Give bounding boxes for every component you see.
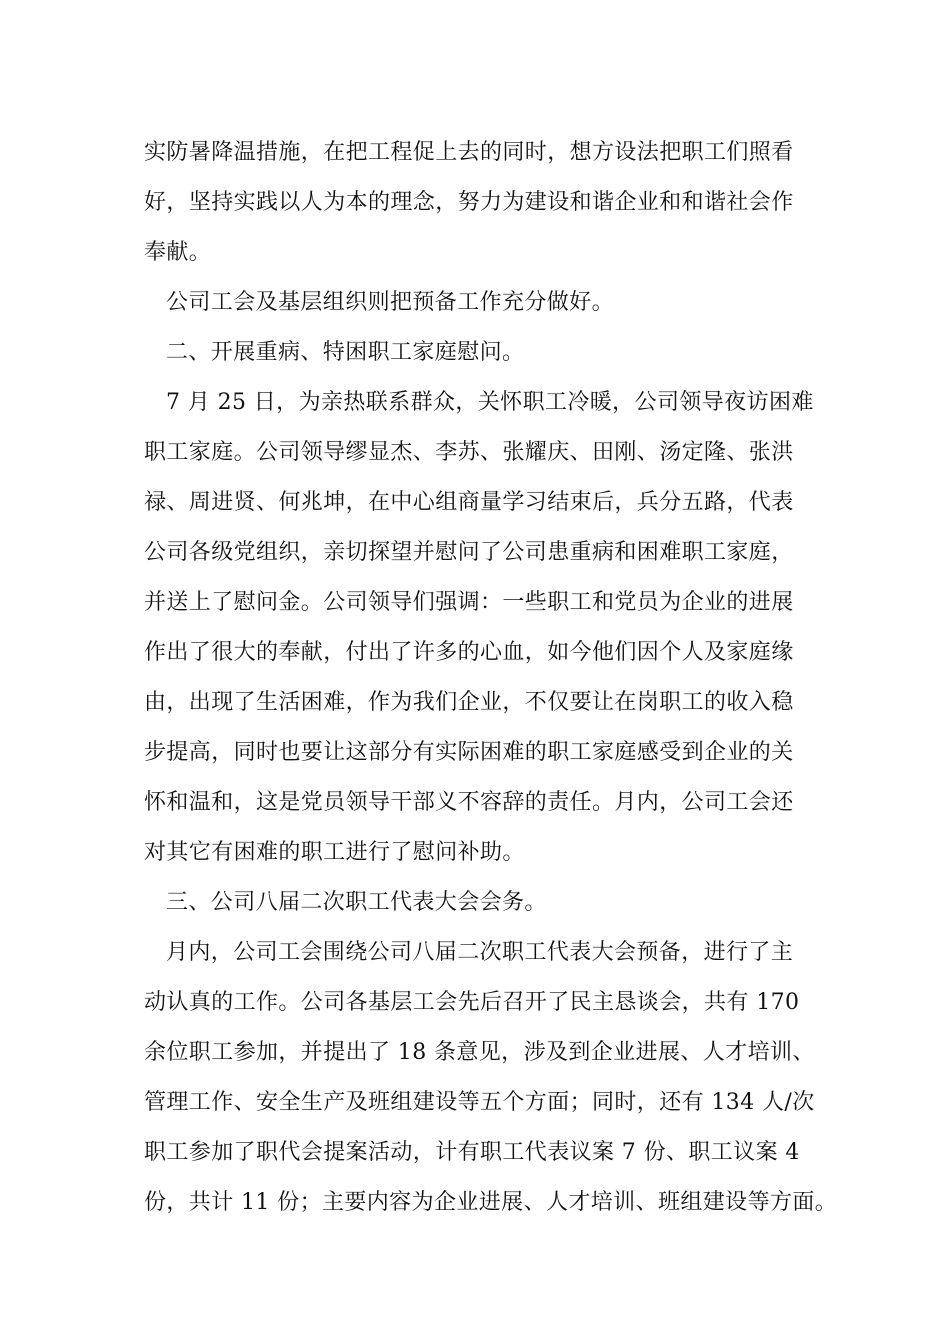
paragraph-line: 7 月 25 日，为亲热联系群众，关怀职工冷暖，公司领导夜访困难: [166, 390, 814, 415]
text-line: 好，坚持实践以人为本的理念，努力为建设和谐企业和和谐社会作: [144, 190, 794, 215]
text-line: 实防暑降温措施，在把工程促上去的同时，想方设法把职工们照看: [144, 140, 794, 165]
text-line: 职工家庭。公司领导缪显杰、李苏、张耀庆、田刚、汤定隆、张洪: [144, 440, 794, 465]
document-body: [144, 128, 838, 1228]
text-line: 作出了很大的奉献，付出了许多的心血，如今他们因个人及家庭缘: [144, 640, 794, 665]
text-line: 对其它有困难的职工进行了慰问补助。: [144, 840, 525, 865]
text-line: 怀和温和，这是党员领导干部义不容辞的责任。月内，公司工会还: [144, 790, 794, 815]
section-heading: 二、开展重病、特困职工家庭慰问。: [166, 340, 525, 365]
text-line: 公司各级党组织，亲切探望并慰问了公司患重病和困难职工家庭，: [144, 540, 794, 565]
text-line: 管理工作、安全生产及班组建设等五个方面；同时，还有 134 人/次: [144, 1090, 815, 1115]
paragraph-line: 月内，公司工会围绕公司八届二次职工代表大会预备，进行了主: [166, 940, 794, 965]
text-line: 步提高，同时也要让这部分有实际困难的职工家庭感受到企业的关: [144, 740, 794, 765]
text-line: 禄、周进贤、何兆坤，在中心组商量学习结束后，兵分五路，代表: [144, 490, 794, 515]
paragraph-line: 公司工会及基层组织则把预备工作充分做好。: [166, 290, 615, 315]
text-line: 奉献。: [144, 240, 212, 265]
text-line: 余位职工参加，并提出了 18 条意见，涉及到企业进展、人才培训、: [144, 1040, 815, 1065]
text-line: 动认真的工作。公司各基层工会先后召开了民主恳谈会，共有 170: [144, 990, 800, 1015]
text-line: 由，出现了生活困难，作为我们企业，不仅要让在岗职工的收入稳: [144, 690, 794, 715]
section-heading: 三、公司八届二次职工代表大会会务。: [166, 890, 547, 915]
text-line: 职工参加了职代会提案活动，计有职工代表议案 7 份、职工议案 4: [144, 1140, 800, 1165]
text-line: 份，共计 11 份；主要内容为企业进展、人才培训、班组建设等方面。: [144, 1190, 838, 1215]
text-line: 并送上了慰问金。公司领导们强调：一些职工和党员为企业的进展: [144, 590, 794, 615]
